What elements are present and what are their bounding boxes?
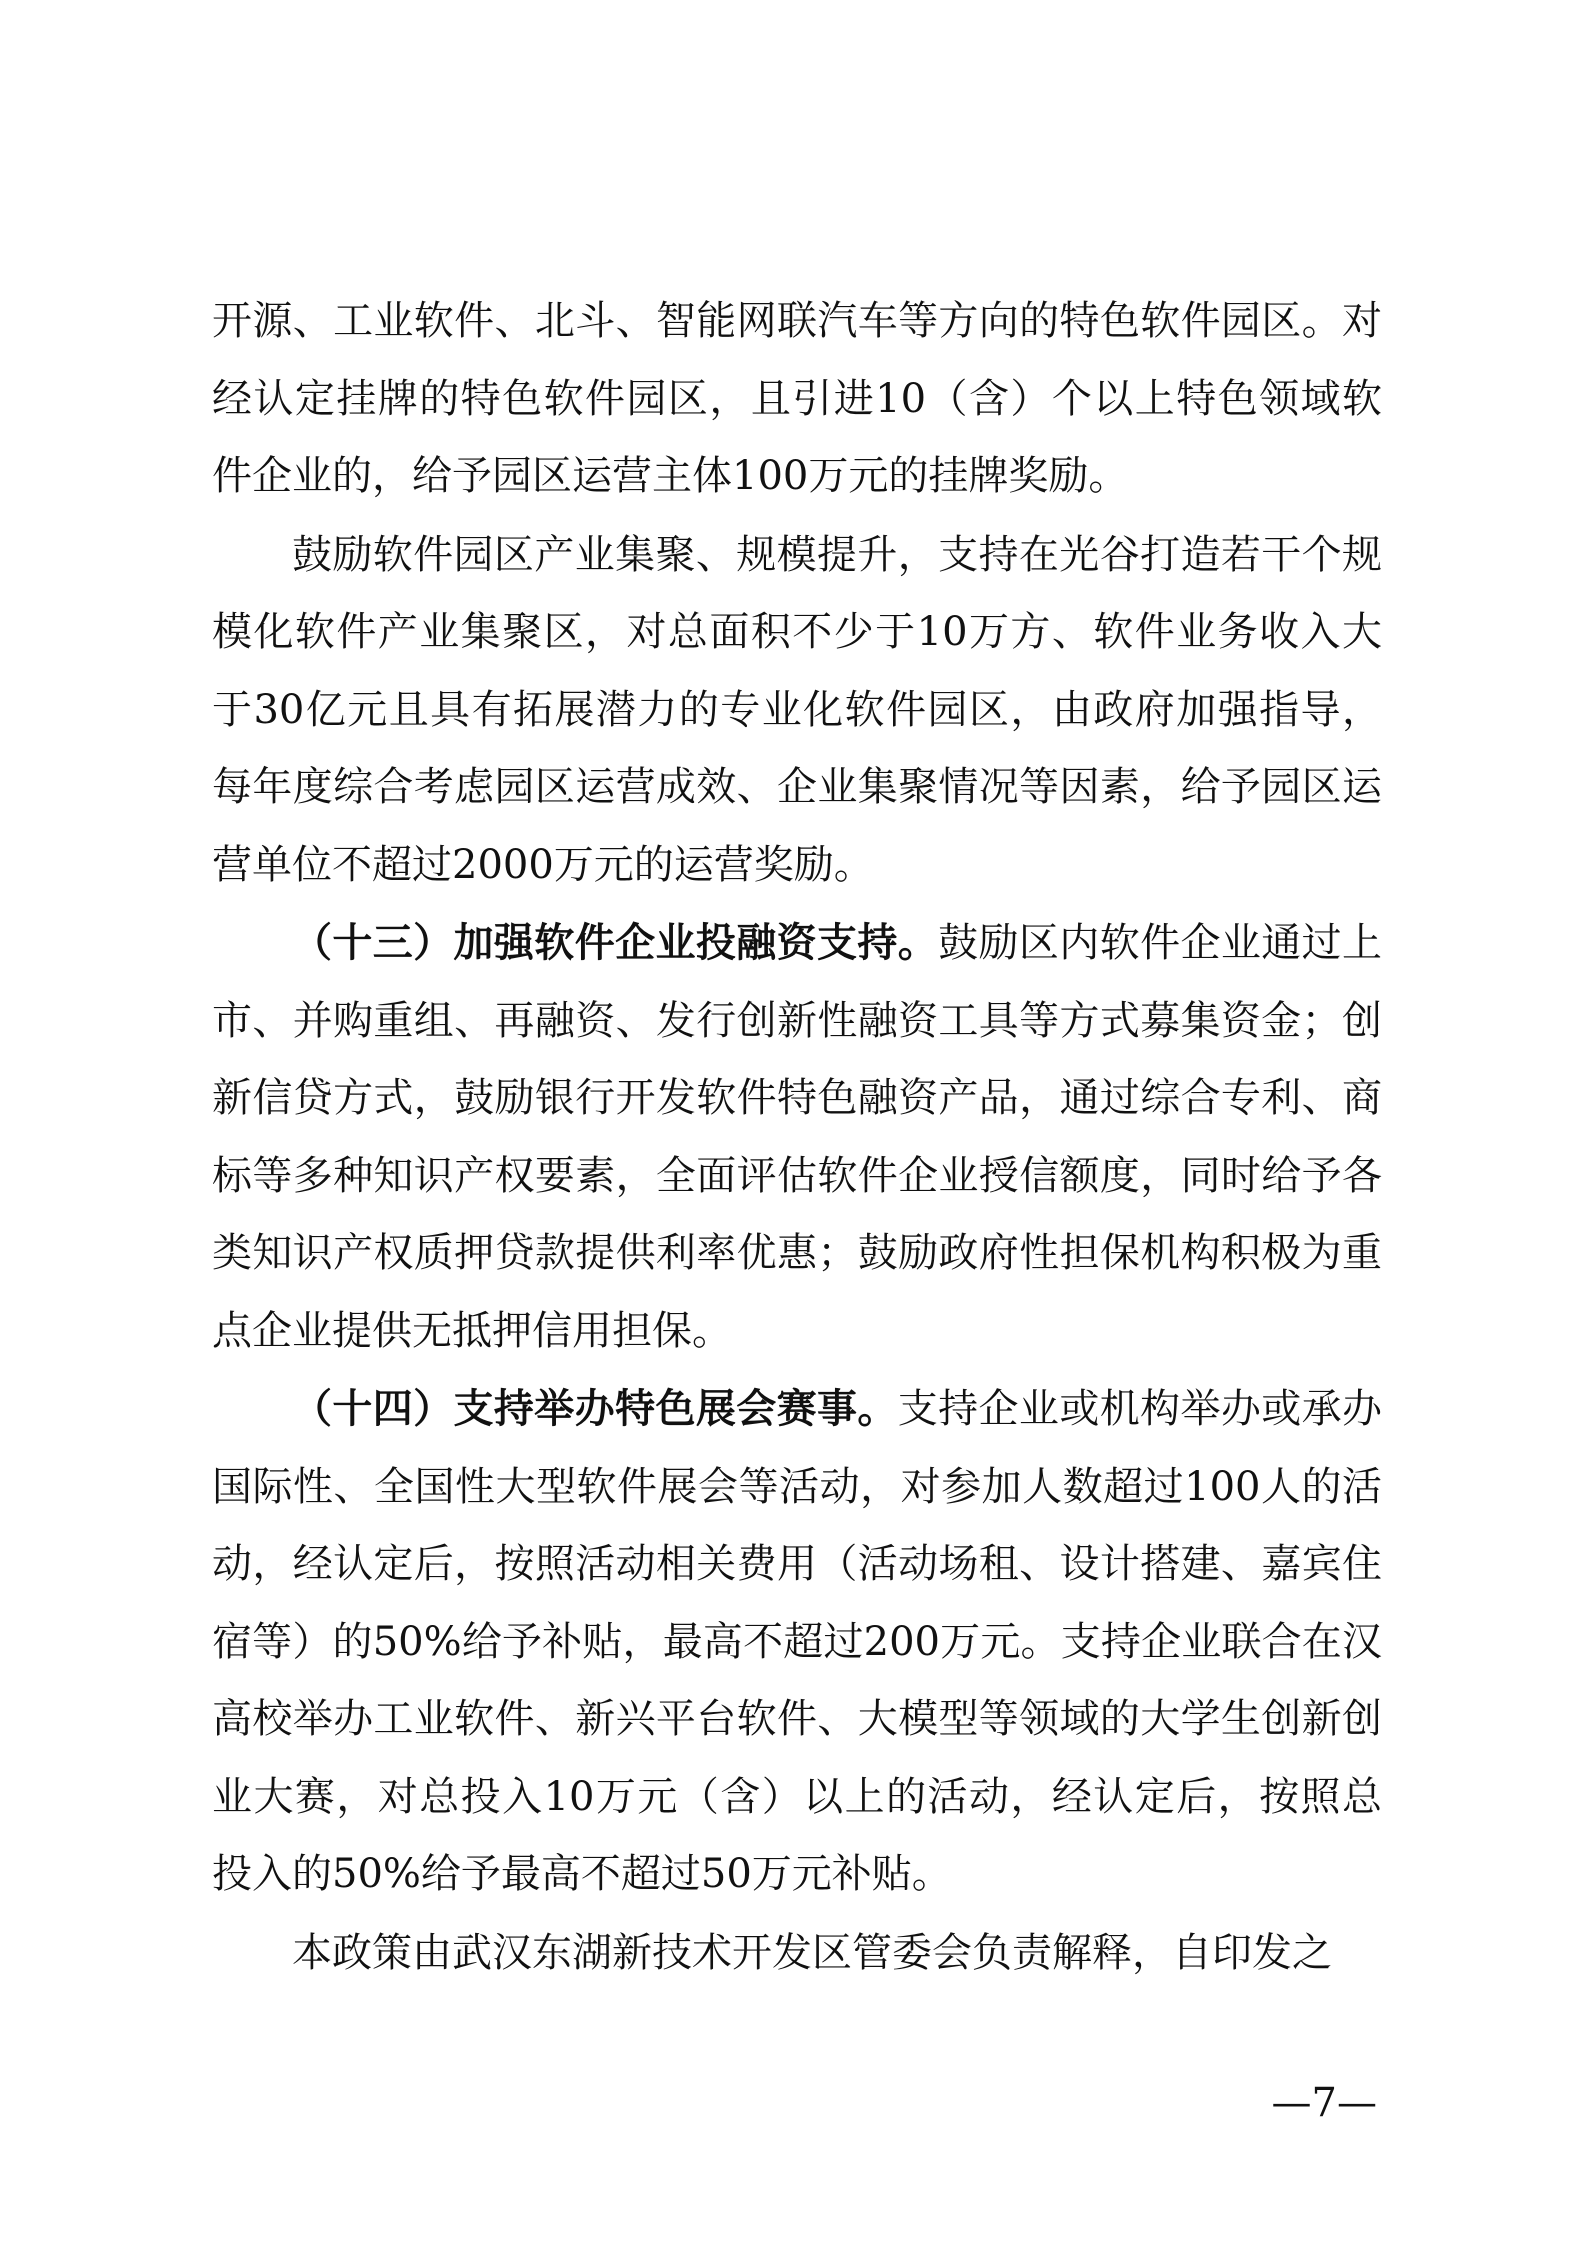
paragraph-3 [212,904,1382,1370]
paragraph-2-text: 鼓励软件园区产业集聚、规模提升，支持在光谷打造若干个规模化软件产业集聚区，对总面积不少于10万方、软件业务收入大于30亿元且具有拓展潜力的专业化软件园区，由政府加强指导，每年度综合考虑园区运营成效、企业集聚情况等因素，给予园区运营单位不超过2000万元的运营奖励。 [212,531,1382,888]
paragraph-4 [212,1370,1382,1914]
document-body [212,282,1382,1992]
paragraph-3-text: 鼓励区内软件企业通过上市、并购重组、再融资、发行创新性融资工具等方式募集资金；创新信贷方式，鼓励银行开发软件特色融资产品，通过综合专利、商标等多种知识产权要素，全面评估软件企业授信额度，同时给予各类知识产权质押贷款提供利率优惠；鼓励政府性担保机构积极为重点企业提供无抵押信用担保。 [212,920,1383,1354]
section-13-heading: （十三）加强软件企业投融资支持。 [292,919,939,966]
page-number: —7— [1271,2080,1377,2126]
section-14-heading: （十四）支持举办特色展会赛事。 [292,1385,898,1432]
paragraph-2 [212,516,1382,905]
paragraph-1-text: 开源、工业软件、北斗、智能网联汽车等方向的特色软件园区。对经认定挂牌的特色软件园区，且引进10（含）个以上特色领域软件企业的，给予园区运营主体100万元的挂牌奖励。 [212,298,1382,499]
paragraph-1 [212,282,1382,516]
paragraph-5 [212,1914,1382,1993]
paragraph-4-text: 支持企业或机构举办或承办国际性、全国性大型软件展会等活动，对参加人数超过100人的活动，经认定后，按照活动相关费用（活动场租、设计搭建、嘉宾住宿等）的50%给予补贴，最高不超过200万元。支持企业联合在汉高校举办工业软件、新兴平台软件、大模型等领域的大学生创新创业大赛，对总投入10万元（含）以上的活动，经认定后，按照总投入的50%给予最高不超过50万元补贴。 [212,1386,1383,1897]
paragraph-5-text: 本政策由武汉东湖新技术开发区管委会负责解释，自印发之 [292,1929,1332,1976]
